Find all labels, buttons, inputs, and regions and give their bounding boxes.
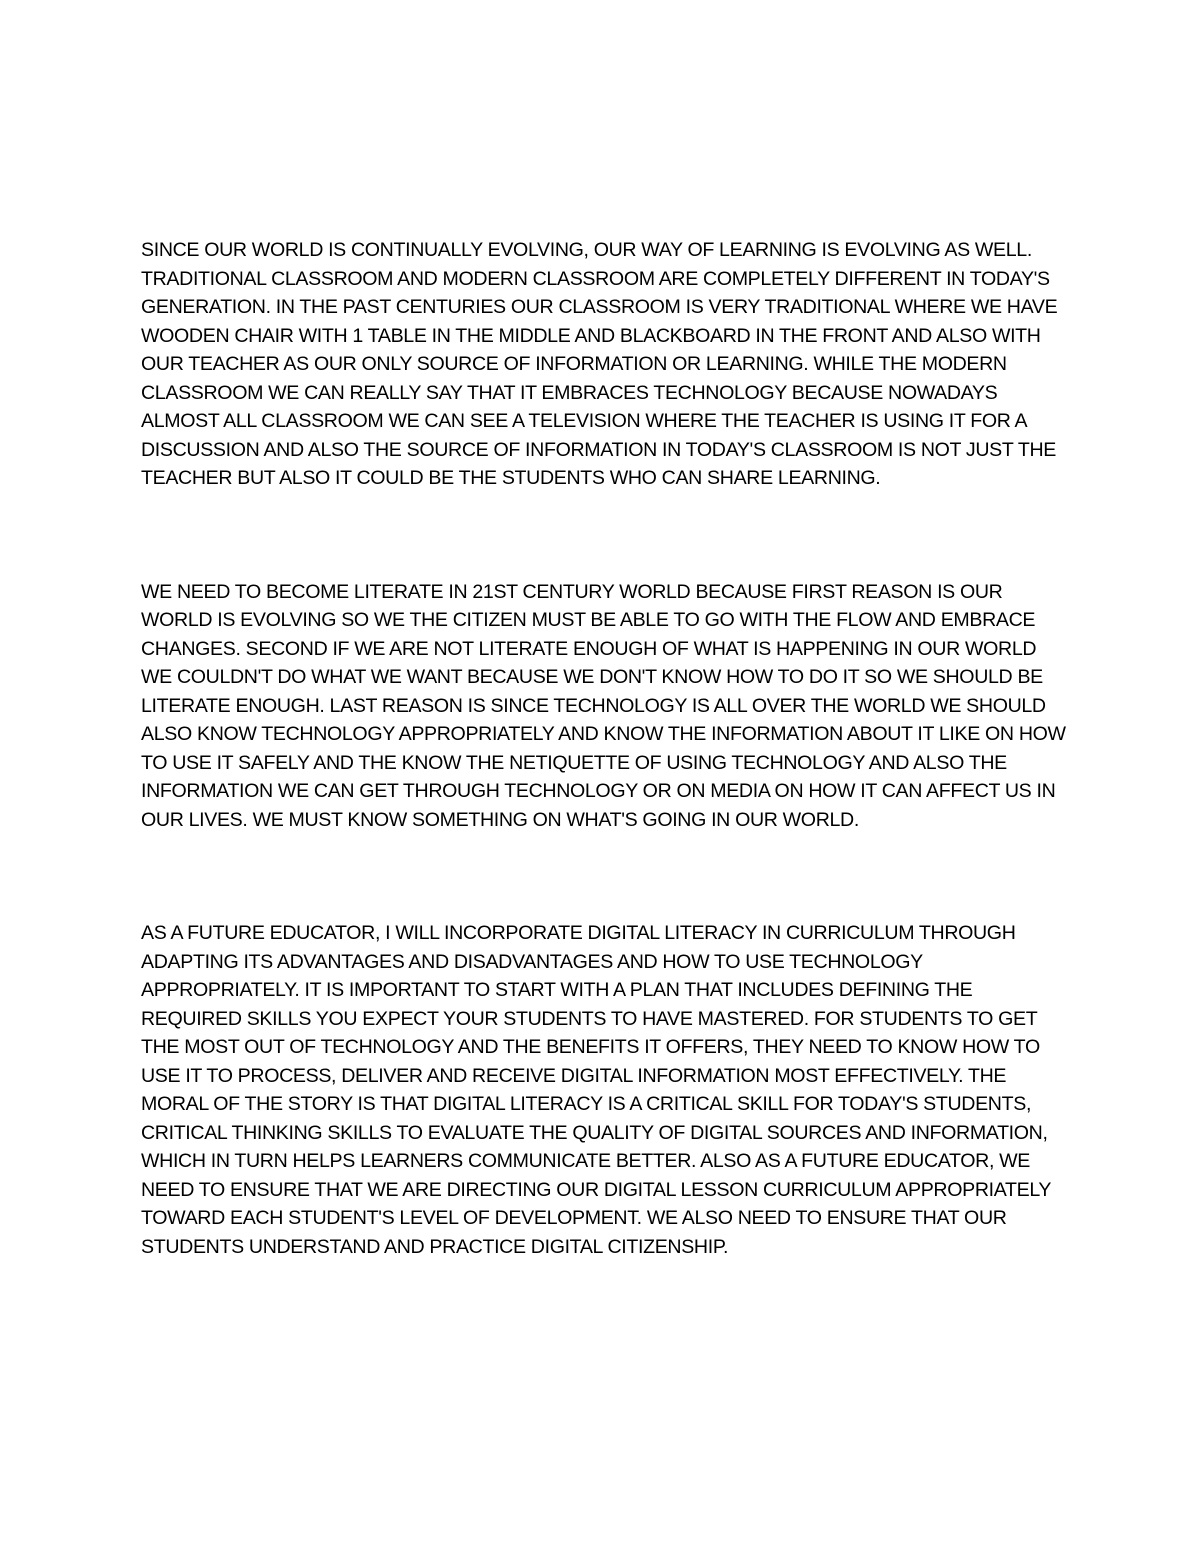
paragraph-future-educator: AS A FUTURE EDUCATOR, I WILL INCORPORATE DIGITAL LITERACY IN CURRICULUM THROUGH ADAPTING ITS ADVANTAGES AND DISADVANTAGES AND HOW TO USE TECHNOLOGY APPROPRIATELY. IT IS IMPORTANT TO START WITH A PLAN THAT INCLUDES DEFINING THE REQUIRED SKILLS YOU EXPECT YOUR STUDENTS TO HAVE MASTERED. FOR STUDENTS TO GET THE MOST OUT OF TECHNOLOGY AND THE BENEFITS IT OFFERS, THEY NEED TO KNOW HOW TO USE IT TO PROCESS, DELIVER AND RECEIVE DIGITAL INFORMATION MOST EFFECTIVELY. THE MORAL OF THE STORY IS THAT DIGITAL LITERACY IS A CRITICAL SKILL FOR TODAY'S STUDENTS, CRITICAL THINKING SKILLS TO EVALUATE THE QUALITY OF DIGITAL SOURCES AND INFORMATION, WHICH IN TURN HELPS LEARNERS COMMUNICATE BETTER. ALSO AS A FUTURE EDUCATOR, WE NEED TO ENSURE THAT WE ARE DIRECTING OUR DIGITAL LESSON CURRICULUM APPROPRIATELY TOWARD EACH STUDENT'S LEVEL OF DEVELOPMENT. WE ALSO NEED TO ENSURE THAT OUR STUDENTS UNDERSTAND AND PRACTICE DIGITAL CITIZENSHIP. bbox=[141, 922, 1051, 1258]
paragraph-classroom-evolution: SINCE OUR WORLD IS CONTINUALLY EVOLVING, OUR WAY OF LEARNING IS EVOLVING AS WELL. TRADITIONAL CLASSROOM AND MODERN CLASSROOM ARE COMPLETELY DIFFERENT IN TODAY'S GENERATION. IN THE PAST CENTURIES OUR CLASSROOM IS VERY TRADITIONAL WHERE WE HAVE WOODEN CHAIR WITH 1 TABLE IN THE MIDDLE AND BLACKBOARD IN THE FRONT AND ALSO WITH OUR TEACHER AS OUR ONLY SOURCE OF INFORMATION OR LEARNING. WHILE THE MODERN CLASSROOM WE CAN REALLY SAY THAT IT EMBRACES TECHNOLOGY BECAUSE NOWADAYS ALMOST ALL CLASSROOM WE CAN SEE A TELEVISION WHERE THE TEACHER IS USING IT FOR A DISCUSSION AND ALSO THE SOURCE OF INFORMATION IN TODAY'S CLASSROOM IS NOT JUST THE TEACHER BUT ALSO IT COULD BE THE STUDENTS WHO CAN SHARE LEARNING. bbox=[141, 239, 1058, 489]
paragraph-21st-century-literacy: WE NEED TO BECOME LITERATE IN 21ST CENTURY WORLD BECAUSE FIRST REASON IS OUR WORLD IS EVOLVING SO WE THE CITIZEN MUST BE ABLE TO GO WITH THE FLOW AND EMBRACE CHANGES. SECOND IF WE ARE NOT LITERATE ENOUGH OF WHAT IS HAPPENING IN OUR WORLD WE COULDN'T DO WHAT WE WANT BECAUSE WE DON'T KNOW HOW TO DO IT SO WE SHOULD BE LITERATE ENOUGH. LAST REASON IS SINCE TECHNOLOGY IS ALL OVER THE WORLD WE SHOULD ALSO KNOW TECHNOLOGY APPROPRIATELY AND KNOW THE INFORMATION ABOUT IT LIKE ON HOW TO USE IT SAFELY AND THE KNOW THE NETIQUETTE OF USING TECHNOLOGY AND ALSO THE INFORMATION WE CAN GET THROUGH TECHNOLOGY OR ON MEDIA ON HOW IT CAN AFFECT US IN OUR LIVES. WE MUST KNOW SOMETHING ON WHAT'S GOING IN OUR WORLD. bbox=[141, 580, 1066, 831]
document-body bbox=[141, 236, 1071, 1261]
